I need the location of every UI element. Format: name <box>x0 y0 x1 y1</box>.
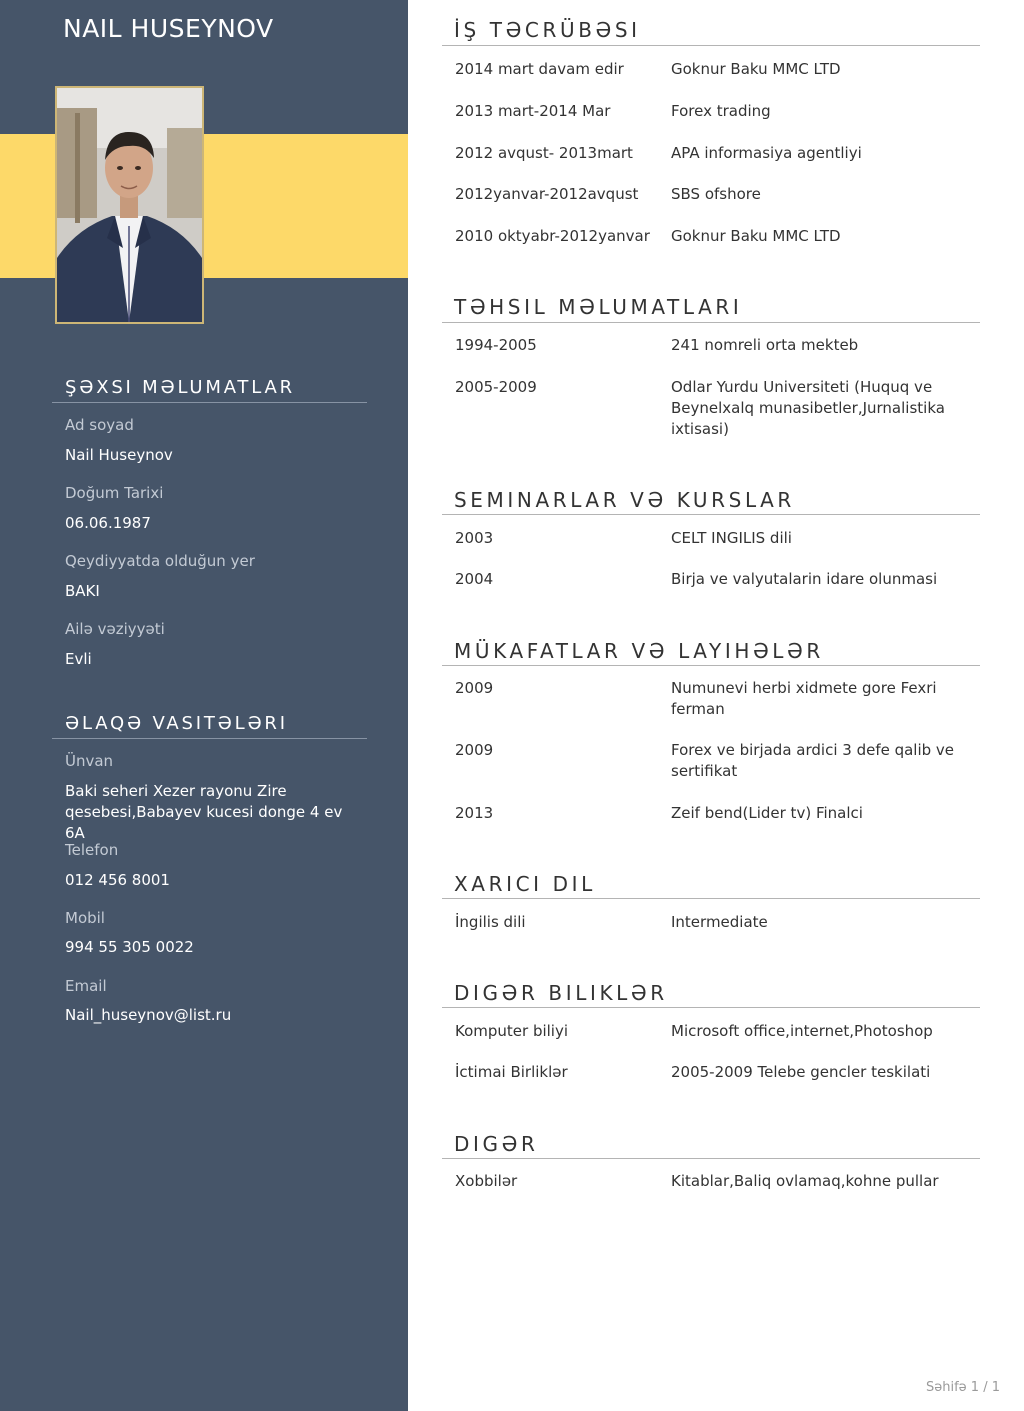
work-experience-divider <box>442 45 980 46</box>
foreign-language-heading: XARICI DIL <box>454 872 596 896</box>
seminars-heading: SEMINARLAR VƏ KURSLAR <box>454 488 795 512</box>
profile-photo-illustration <box>57 88 202 322</box>
marital-status-value: Evli <box>65 650 92 668</box>
work-experience-heading: İŞ TƏCRÜBƏSI <box>454 18 641 42</box>
education-row-1-school: 241 nomreli orta mekteb <box>671 336 859 354</box>
address-value: Baki seheri Xezer rayonu Zire qesebesi,Babayev kucesi donge 4 ev 6A <box>65 782 343 842</box>
foreign-language-divider <box>442 898 980 899</box>
page-number: Səhifə 1 / 1 <box>926 1380 1000 1395</box>
hobbies-label: Xobbilər <box>455 1172 518 1190</box>
skill-row-1-name: Komputer biliyi <box>455 1022 569 1040</box>
registration-place-value: BAKI <box>65 582 100 600</box>
awards-divider <box>442 665 980 666</box>
profile-photo <box>55 86 204 324</box>
award-row-1-year: 2009 <box>455 679 494 697</box>
work-row-5-date: 2010 oktyabr-2012yanvar <box>455 227 650 245</box>
mobile-value: 994 55 305 0022 <box>65 938 194 956</box>
work-row-4-date: 2012yanvar-2012avqust <box>455 185 639 203</box>
language-row-1-level: Intermediate <box>671 913 768 931</box>
work-row-3-employer: APA informasiya agentliyi <box>671 144 862 162</box>
work-row-1-employer: Goknur Baku MMC LTD <box>671 60 841 78</box>
award-row-3-title: Zeif bend(Lider tv) Finalci <box>671 804 863 822</box>
education-row-1-years: 1994-2005 <box>455 336 537 354</box>
full-name-label: Ad soyad <box>65 416 134 434</box>
skill-row-1-detail: Microsoft office,internet,Photoshop <box>671 1022 933 1040</box>
awards-heading: MÜKAFATLAR VƏ LAYIHƏLƏR <box>454 639 824 663</box>
candidate-name: NAIL HUSEYNOV <box>63 14 274 43</box>
other-skills-heading: DIGƏR BILIKLƏR <box>454 981 668 1005</box>
email-label: Email <box>65 977 107 995</box>
work-row-3-date: 2012 avqust- 2013mart <box>455 144 633 162</box>
phone-label: Telefon <box>65 841 119 859</box>
skill-row-2-name: İctimai Birliklər <box>455 1063 568 1081</box>
contact-heading: ƏLAQƏ VASITƏLƏRI <box>65 713 288 734</box>
award-row-2-title: Forex ve birjada ardici 3 defe qalib ve sertifikat <box>671 741 955 780</box>
hobbies-value: Kitablar,Baliq ovlamaq,kohne pullar <box>671 1172 939 1190</box>
work-row-2-employer: Forex trading <box>671 102 771 120</box>
work-row-1-date: 2014 mart davam edir <box>455 60 624 78</box>
phone-value: 012 456 8001 <box>65 871 170 889</box>
seminars-divider <box>442 514 980 515</box>
birth-date-value: 06.06.1987 <box>65 514 151 532</box>
other-divider <box>442 1158 980 1159</box>
education-divider <box>442 322 980 323</box>
work-row-5-employer: Goknur Baku MMC LTD <box>671 227 841 245</box>
language-row-1-name: İngilis dili <box>455 913 526 931</box>
seminar-row-2-course: Birja ve valyutalarin idare olunmasi <box>671 570 938 588</box>
education-row-2-school: Odlar Yurdu Universiteti (Huquq ve Beynelxalq munasibetler,Jurnalistika ixtisasi) <box>671 378 945 438</box>
email-value[interactable]: Nail_huseynov@list.ru <box>65 1006 232 1024</box>
skill-row-2-detail: 2005-2009 Telebe gencler teskilati <box>671 1063 931 1081</box>
work-row-2-date: 2013 mart-2014 Mar <box>455 102 611 120</box>
seminar-row-2-year: 2004 <box>455 570 494 588</box>
seminar-row-1-year: 2003 <box>455 529 494 547</box>
education-heading: TƏHSIL MƏLUMATLARI <box>454 295 743 319</box>
work-row-4-employer: SBS ofshore <box>671 185 761 203</box>
personal-info-heading: ŞƏXSI MƏLUMATLAR <box>65 377 295 398</box>
award-row-1-title: Numunevi herbi xidmete gore Fexri ferman <box>671 679 937 718</box>
education-row-2-years: 2005-2009 <box>455 378 537 396</box>
other-heading: DIGƏR <box>454 1132 539 1156</box>
full-name-value: Nail Huseynov <box>65 446 173 464</box>
address-label: Ünvan <box>65 752 114 770</box>
marital-status-label: Ailə vəziyyəti <box>65 620 165 638</box>
award-row-2-year: 2009 <box>455 741 494 759</box>
contact-divider <box>52 738 367 739</box>
registration-place-label: Qeydiyyatda olduğun yer <box>65 552 255 570</box>
seminar-row-1-course: CELT INGILIS dili <box>671 529 792 547</box>
birth-date-label: Doğum Tarixi <box>65 484 164 502</box>
award-row-3-year: 2013 <box>455 804 494 822</box>
personal-info-divider <box>52 402 367 403</box>
mobile-label: Mobil <box>65 909 105 927</box>
other-skills-divider <box>442 1007 980 1008</box>
